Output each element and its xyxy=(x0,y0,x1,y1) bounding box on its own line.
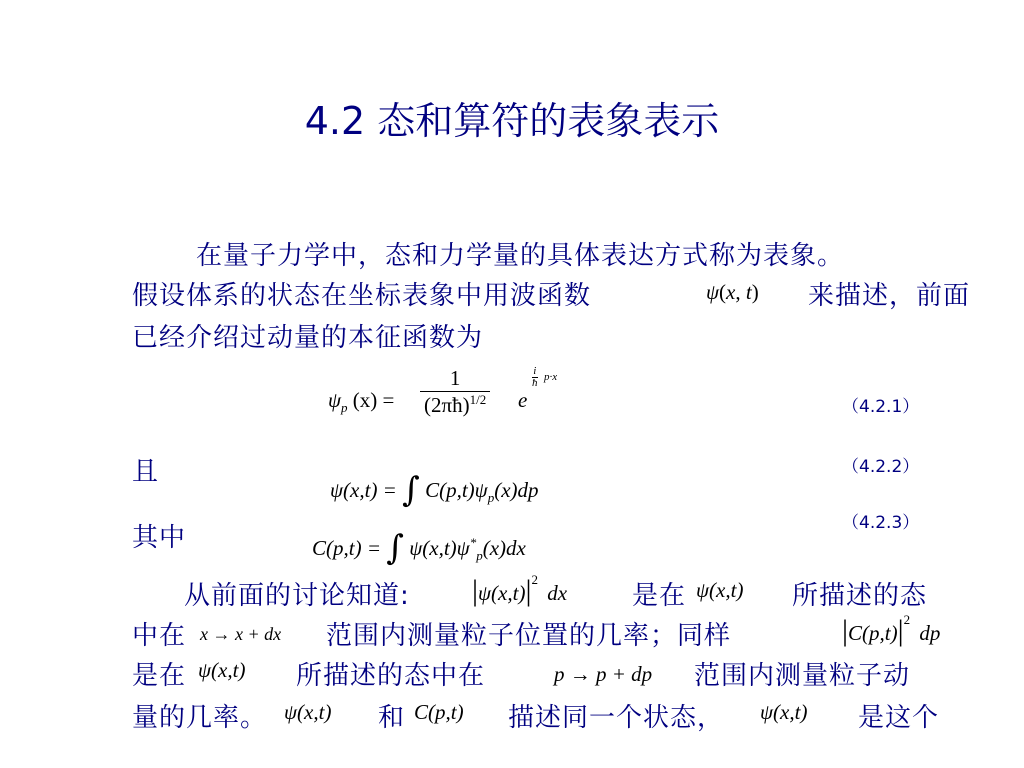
eq3-number: （4.2.3） xyxy=(842,513,920,533)
psi-modulus-squared: $|\psi(x,t)|^2$ dx xyxy=(472,572,568,607)
eq1-exp-rest: p·x xyxy=(544,371,558,383)
para2-l1-start: 从前面的讨论知道: xyxy=(184,581,410,611)
psi-xt-inline: ψ(x,t) xyxy=(760,700,808,724)
eq2-label: 且 xyxy=(132,457,160,487)
eq1-denominator: (2πħ)$^{1/2}$ xyxy=(420,391,490,418)
psi-xt-inline: ψ(x, t) xyxy=(706,280,759,304)
para1-line2-end: 来描述，前面 xyxy=(808,281,971,311)
eq1-sub-p: p xyxy=(341,400,348,416)
eq3-label: 其中 xyxy=(132,523,187,553)
C-modulus-squared: $|C(p,t)|^2$ dp xyxy=(842,612,941,647)
eq1-exp-den: ħ xyxy=(532,377,538,389)
x-interval: x → x + dx xyxy=(200,624,282,644)
eq2-expression: ψ(x,t) = ∫ $C(p,t)\psi_p(x)dp$ xyxy=(330,470,539,510)
para2-l3-end: 范围内测量粒子动 xyxy=(694,661,911,691)
para2-l4-start: 量的几率。 xyxy=(132,703,268,733)
para1-line2-start: 假设体系的状态在坐标表象中用波函数 xyxy=(132,281,592,311)
para2-l3-start: 是在 xyxy=(132,661,187,691)
eq1-psi: ψ xyxy=(328,388,342,412)
eq1-fraction xyxy=(420,366,490,418)
psi-xt-inline: ψ(x,t) xyxy=(284,700,332,724)
eq1-arg: (x) = xyxy=(352,388,395,412)
p-interval: p → p + dp xyxy=(554,662,653,686)
eq1-exp-fraction xyxy=(532,366,538,389)
slide-title: 4.2 态和算符的表象表示 xyxy=(304,99,720,143)
para2-l4-end: 是这个 xyxy=(858,703,940,733)
para2-l4-mid: 描述同一个状态， xyxy=(508,703,725,733)
para2-l3-mid: 所描述的态中在 xyxy=(296,661,486,691)
para2-l2-mid: 范围内测量粒子位置的几率；同样 xyxy=(326,621,732,651)
eq1-number: （4.2.1） xyxy=(842,397,920,417)
para1-line3: 已经介绍过动量的本征函数为 xyxy=(132,323,484,353)
eq1-numerator: 1 xyxy=(449,366,461,390)
integral-sign: ∫ xyxy=(386,528,404,568)
psi-xt-inline: ψ(x,t) xyxy=(696,578,744,602)
para2-l2-start: 中在 xyxy=(132,621,187,651)
eq1-exponential xyxy=(518,388,527,413)
para2-l4-and: 和 xyxy=(378,703,406,733)
eq1-exp-num: i xyxy=(533,365,537,377)
eq2-number: （4.2.2） xyxy=(842,457,920,477)
para2-l1-mid: 是在 xyxy=(632,581,687,611)
integral-sign: ∫ xyxy=(402,470,420,510)
eq1-lhs xyxy=(328,388,394,416)
para2-l1-end: 所描述的态 xyxy=(792,581,928,611)
para1-line1: 在量子力学中，态和力学量的具体表达方式称为表象。 xyxy=(196,241,845,271)
C-pt-inline: C(p,t) xyxy=(414,700,464,724)
eq1-base-e: e xyxy=(518,388,528,412)
eq3-expression: C(p,t) = ∫ $\psi(x,t)\psi^*_p(x)dx$ xyxy=(312,528,526,568)
psi-xt-inline: ψ(x,t) xyxy=(198,658,246,682)
